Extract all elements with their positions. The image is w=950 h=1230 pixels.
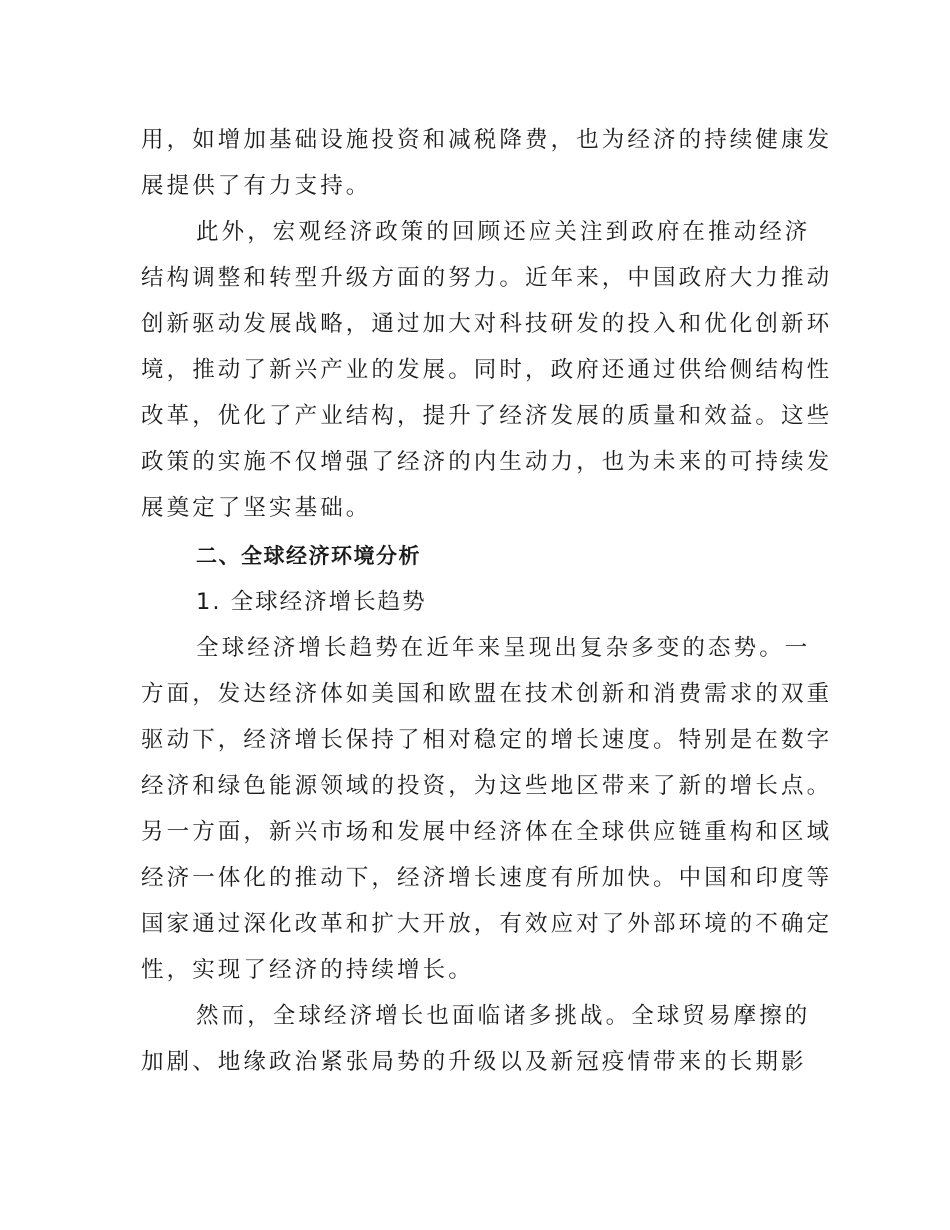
- body-text-line: 另一方面，新兴市场和发展中经济体在全球供应链重构和区域: [141, 819, 833, 845]
- section-heading: 二、全球经济环境分析: [196, 544, 421, 568]
- body-text-line: 此外，宏观经济政策的回顾还应关注到政府在推动经济: [196, 219, 811, 245]
- body-text-line: 国家通过深化改革和扩大开放，有效应对了外部环境的不确定: [141, 911, 833, 937]
- body-text-line: 展奠定了坚实基础。: [141, 495, 372, 521]
- body-text-line: 经济和绿色能源领域的投资，为这些地区带来了新的增长点。: [141, 773, 833, 799]
- body-text-line: 然而，全球经济增长也面临诸多挑战。全球贸易摩擦的: [196, 1003, 811, 1029]
- body-text-line: 经济一体化的推动下，经济增长速度有所加快。中国和印度等: [141, 865, 833, 891]
- body-text-line: 结构调整和转型升级方面的努力。近年来，中国政府大力推动: [141, 265, 833, 291]
- body-text-line: 用，如增加基础设施投资和减税降费，也为经济的持续健康发: [141, 127, 833, 153]
- body-text-line: 驱动下，经济增长保持了相对稳定的增长速度。特别是在数字: [141, 727, 833, 753]
- body-text-line: 加剧、地缘政治紧张局势的升级以及新冠疫情带来的长期影: [141, 1049, 807, 1075]
- body-text-line: 方面，发达经济体如美国和欧盟在技术创新和消费需求的双重: [141, 681, 833, 707]
- body-text-line: 展提供了有力支持。: [141, 173, 372, 199]
- body-text-line: 政策的实施不仅增强了经济的内生动力，也为未来的可持续发: [141, 449, 833, 475]
- body-text-line: 性，实现了经济的持续增长。: [141, 957, 474, 983]
- body-text-line: 创新驱动发展战略，通过加大对科技研发的投入和优化创新环: [141, 311, 833, 337]
- body-text-line: 境，推动了新兴产业的发展。同时，政府还通过供给侧结构性: [141, 357, 833, 383]
- body-text-line: 全球经济增长趋势在近年来呈现出复杂多变的态势。一: [196, 635, 811, 661]
- body-text-line: 改革，优化了产业结构，提升了经济发展的质量和效益。这些: [141, 403, 833, 429]
- subsection-heading: 1. 全球经济增长趋势: [196, 589, 427, 615]
